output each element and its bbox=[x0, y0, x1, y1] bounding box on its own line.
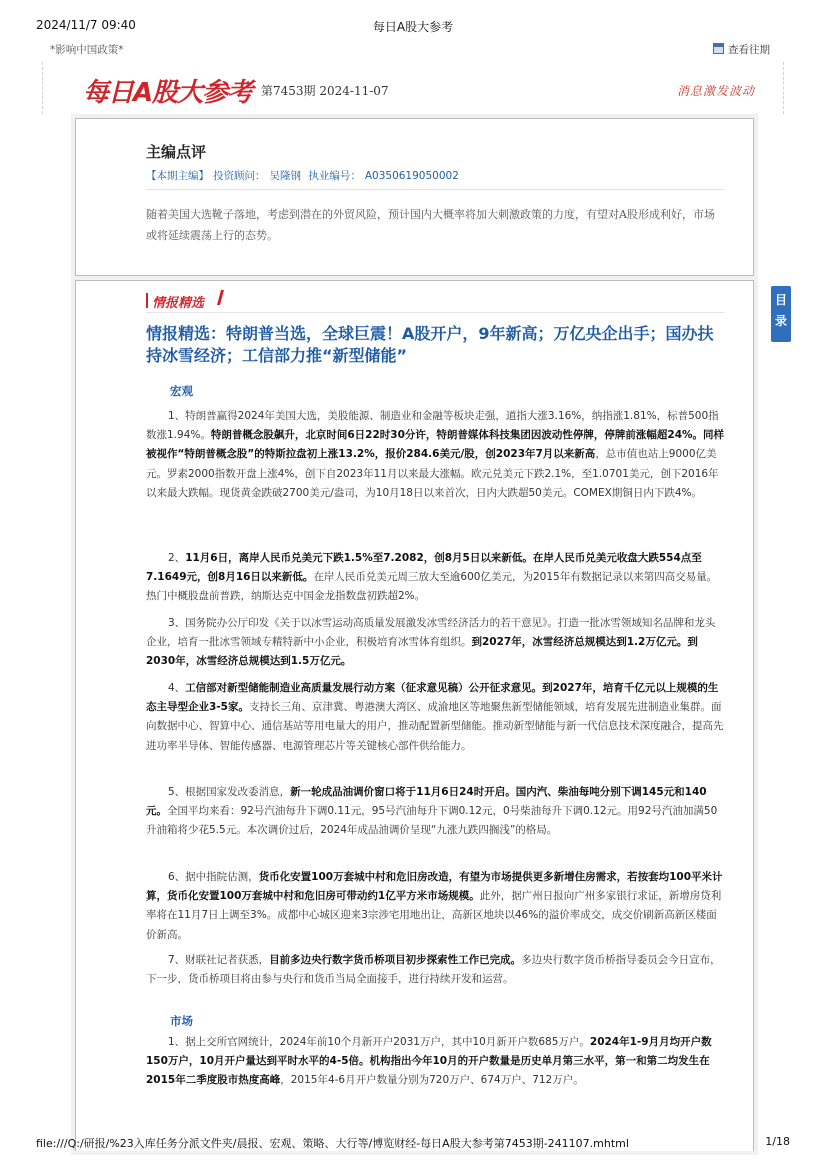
license-number: A0350619050002 bbox=[364, 170, 459, 182]
file-path: file:///Q:/研报/%23入库任务分派文件夹/晨报、宏观、策略、大行等/博览财经-每日A股大参考第7453期-241107.mhtml bbox=[36, 1137, 629, 1150]
editor-title: 主编点评 bbox=[146, 143, 207, 161]
advisor-label: 投资顾问： bbox=[213, 170, 266, 182]
section-slash bbox=[217, 290, 224, 305]
macro-item-1: 1、特朗普赢得2024年美国大选，美股能源、制造业和金融等板块走强，道指大涨3.16%，纳指涨1.81%，标普500指数涨1.94%。特朗普概念股飙升，北京时间6日22时30分许，特朗普媒体科技集团因波动性停牌，停牌前涨幅超24%。同样被视作“特朗普概念股”的特斯拉盘初上涨13.2%，报价284.6美元/股，创2023年7月以来新高，总市值也站上9000亿美元。罗素2000指数开盘上涨4%，创下自2023年11月以来最大涨幅。欧元兑美元下跌2.1%，至1.0701美元，创下2016年以来最大跌幅。现货黄金跌破2700美元/盎司，为10月18日以来首次，日内大跌超50美元。COMEX期铜日内下跌4%。 bbox=[146, 410, 725, 499]
macro-item-3: 3、国务院办公厅印发《关于以冰雪运动高质量发展激发冰雪经济活力的若干意见》。打造一批冰雪领域知名品牌和龙头企业，培育一批冰雪领域专精特新中小企业，积极培育冰雪体育组织。到2027年，冰雪经济总规模达到1.2万亿元。到2030年，冰雪经济总规模达到1.5万亿元。 bbox=[146, 617, 716, 668]
print-header bbox=[36, 18, 790, 34]
section-label: 情报精选 bbox=[152, 296, 205, 311]
past-issues-label: 查看往期 bbox=[728, 44, 770, 56]
toc-button[interactable]: 目录 bbox=[771, 286, 791, 342]
print-footer bbox=[36, 1135, 790, 1149]
policy-tag: *影响中国政策* bbox=[50, 44, 124, 56]
advisor-name: 吴隆钢 bbox=[269, 170, 301, 182]
macro-item-7: 7、财联社记者获悉，目前多边央行数字货币桥项目初步探索性工作已完成。多边央行数字货币桥指导委员会今日宣布，下一步，货币桥项目将由参与央行和货币当局全面接手，进行持续开发和运营。 bbox=[146, 954, 721, 986]
macro-item-5: 5、根据国家发改委消息，新一轮成品油调价窗口将于11月6日24时开启。国内汽、柴油每吨分别下调145元和140元。全国平均来看：92号汽油每升下调0.11元，95号汽油每升下调0.12元，0号柴油每升下调0.12元。用92号汽油加满50升油箱将少花5.5元。本次调价过后，2024年成品油调价呈现“九涨九跌四搁浅”的格局。 bbox=[146, 786, 718, 837]
license-label: 执业编号： bbox=[308, 170, 361, 182]
print-datetime: 2024/11/7 09:40 bbox=[36, 18, 136, 32]
editor-card bbox=[75, 118, 754, 276]
top-bar bbox=[50, 42, 770, 58]
slogan: 消息激发波动 bbox=[676, 84, 755, 98]
calendar-icon bbox=[713, 43, 724, 54]
market-heading: 市场 bbox=[170, 1014, 193, 1028]
print-title: 每日A股大参考 bbox=[372, 20, 454, 34]
page-number: 1/18 bbox=[765, 1135, 790, 1148]
editor-meta bbox=[146, 168, 463, 183]
macro-item-4: 4、工信部对新型储能制造业高质量发展行动方案（征求意见稿）公开征求意见。到2027年，培育千亿元以上规模的生态主导型企业3-5家。支持长三角、京津冀、粤港澳大湾区、成渝地区等地聚焦新型储能领域，培育发展先进制造业集群。面向数据中心、智算中心、通信基站等用电量大的用户，推动配置新型储能。推动新型储能与新一代信息技术深度融合，提高先进功率半导体、智能传感器、电源管理芯片等关键核心部件供给能力。 bbox=[146, 682, 724, 752]
issue-info: 第7453期 2024-11-07 bbox=[261, 84, 389, 98]
intel-title: 情报精选：特朗普当选，全球巨震！A股开户，9年新高；万亿央企出手；国办扶持冰雪经济；工信部力推“新型储能” bbox=[146, 324, 714, 365]
macro-heading: 宏观 bbox=[170, 384, 193, 398]
past-issues-link[interactable] bbox=[713, 42, 770, 57]
macro-item-6: 6、据中指院估测，货币化安置100万套城中村和危旧房改造，有望为市场提供更多新增住房需求，若按套均100平米计算，货币化安置100万套城中村和危旧房可带动约1亿平方米市场规模。此外，据广州日报向广州多家银行求证，新增房贷利率将在11月7日上调至3%。成都中心城区迎来3宗涉宅用地出让，高新区地块以46%的溢价率成交，成交价刷新高新区楼面价新高。 bbox=[146, 871, 723, 941]
macro-item-2: 2、11月6日，离岸人民币兑美元下跌1.5%至7.2082，创8月5日以来新低。在岸人民币兑美元收盘大跌554点至7.1649元，创8月16日以来新低。在岸人民币兑美元周三放大至逾600亿美元，为2015年有数据记录以来第四高交易量。热门中概股盘前普跌，纳斯达克中国金龙指数盘初跌超2%。 bbox=[146, 552, 718, 603]
editor-meta-label: 【本期主编】 bbox=[146, 170, 209, 182]
editor-comment: 随着美国大选靴子落地，考虑到潜在的外贸风险，预计国内大概率将加大刺激政策的力度，有望对A股形成利好，市场或将延续震荡上行的态势。 bbox=[146, 208, 715, 242]
section-bar bbox=[146, 293, 148, 308]
intel-card bbox=[75, 280, 754, 1151]
logo: 每日A股大参考 bbox=[83, 78, 253, 108]
section-header bbox=[146, 290, 725, 313]
divider bbox=[146, 189, 725, 190]
market-item-1: 1、据上交所官网统计，2024年前10个月新开户2031万户，其中10月新开户数685万户。2024年1-9月月均开户数150万户，10月开户量达到平时水平的4-5倍。机构指出今年10月的开户数量是历史单月第三水平，第一和第二均发生在2015年二季度股市热度高峰，2015年4-6月开户数量分别为720万户、674万户、712万户。 bbox=[146, 1036, 712, 1087]
masthead bbox=[42, 62, 784, 114]
